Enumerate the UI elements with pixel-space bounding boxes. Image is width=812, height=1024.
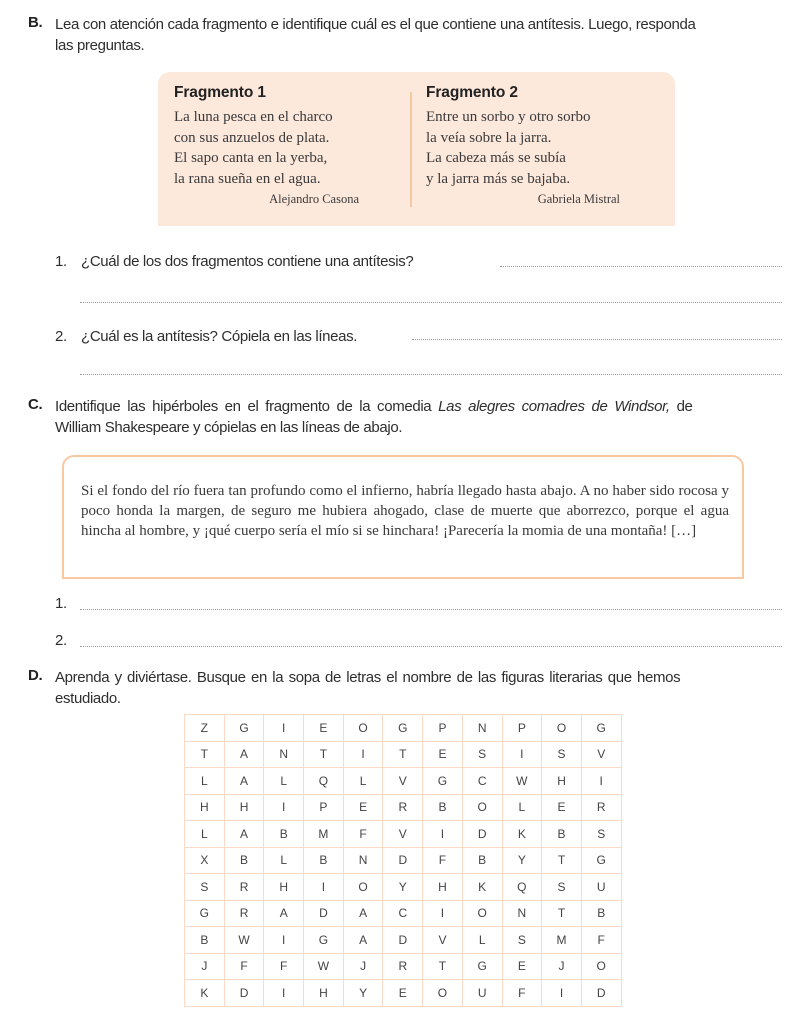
word-search-cell[interactable]: V bbox=[423, 927, 463, 954]
word-search-row bbox=[185, 715, 622, 742]
word-search-cell[interactable]: I bbox=[542, 980, 582, 1007]
word-search-cell[interactable]: Y bbox=[383, 874, 423, 901]
word-search-cell[interactable]: T bbox=[304, 741, 344, 768]
fragment-2-title: Fragmento 2 bbox=[426, 84, 518, 101]
word-search-row bbox=[185, 821, 622, 848]
word-search-cell[interactable]: J bbox=[343, 953, 383, 980]
section-b-instruction-line1: Lea con atención cada fragmento e identifique cuál es el que contiene una antítesis. Luego, responda bbox=[55, 16, 696, 33]
fragment-2-line: la veía sobre la jarra. bbox=[426, 129, 552, 146]
word-search-cell[interactable]: O bbox=[343, 715, 383, 742]
word-search-row bbox=[185, 847, 622, 874]
fragment-2-line: y la jarra más se bajaba. bbox=[426, 170, 571, 187]
word-search-cell[interactable]: L bbox=[185, 821, 225, 848]
fragment-divider bbox=[410, 92, 412, 207]
answer-line-q2-b[interactable] bbox=[80, 374, 782, 375]
fragment-2-line: La cabeza más se subía bbox=[426, 150, 566, 166]
word-search-cell[interactable]: S bbox=[185, 874, 225, 901]
word-search-cell[interactable]: J bbox=[185, 953, 225, 980]
section-b-letter: B. bbox=[28, 14, 43, 31]
word-search-cell[interactable]: J bbox=[542, 953, 582, 980]
word-search-cell[interactable]: D bbox=[383, 847, 423, 874]
word-search-cell[interactable]: D bbox=[224, 980, 264, 1007]
fragment-1-line: la rana sueña en el agua. bbox=[174, 170, 321, 187]
word-search-cell[interactable]: I bbox=[264, 794, 304, 821]
word-search-cell[interactable]: O bbox=[423, 980, 463, 1007]
answer-line-q2-a[interactable] bbox=[412, 339, 782, 340]
word-search-cell[interactable]: T bbox=[542, 847, 582, 874]
fragment-2 bbox=[426, 84, 620, 208]
word-search-cell[interactable]: B bbox=[581, 900, 621, 927]
word-search-cell[interactable]: E bbox=[304, 715, 344, 742]
word-search-cell[interactable]: E bbox=[502, 953, 542, 980]
play-title: Las alegres comadres de Windsor, bbox=[438, 398, 670, 415]
fragment-1-author: Alejandro Casona bbox=[269, 192, 359, 206]
word-search-cell[interactable]: S bbox=[581, 821, 621, 848]
word-search-cell[interactable]: F bbox=[343, 821, 383, 848]
section-c-instruction-line2: William Shakespeare y cópielas en las líneas de abajo. bbox=[55, 419, 403, 436]
word-search-cell[interactable]: D bbox=[462, 821, 502, 848]
word-search-cell[interactable]: Q bbox=[304, 768, 344, 795]
word-search-row bbox=[185, 980, 622, 1007]
word-search-cell[interactable]: A bbox=[343, 927, 383, 954]
word-search-cell[interactable]: H bbox=[542, 768, 582, 795]
word-search-cell[interactable]: B bbox=[185, 927, 225, 954]
word-search-cell[interactable]: I bbox=[264, 715, 304, 742]
word-search-cell[interactable]: O bbox=[462, 900, 502, 927]
word-search-cell[interactable]: O bbox=[581, 953, 621, 980]
word-search-cell[interactable]: S bbox=[462, 741, 502, 768]
word-search-cell[interactable]: H bbox=[264, 874, 304, 901]
word-search-cell[interactable]: H bbox=[185, 794, 225, 821]
word-search-cell[interactable]: G bbox=[224, 715, 264, 742]
word-search-row bbox=[185, 953, 622, 980]
hyperbole-answer-line-2[interactable] bbox=[80, 646, 782, 647]
fragment-1-line: La luna pesca en el charco bbox=[174, 109, 333, 125]
word-search-cell[interactable]: T bbox=[423, 953, 463, 980]
word-search-cell[interactable]: U bbox=[462, 980, 502, 1007]
word-search-cell[interactable]: B bbox=[264, 821, 304, 848]
word-search-cell[interactable]: W bbox=[224, 927, 264, 954]
fragment-2-author: Gabriela Mistral bbox=[537, 192, 620, 206]
word-search-cell[interactable]: S bbox=[542, 874, 582, 901]
word-search-cell[interactable]: T bbox=[542, 900, 582, 927]
word-search-cell[interactable]: I bbox=[502, 741, 542, 768]
word-search-cell[interactable]: Y bbox=[502, 847, 542, 874]
section-c-instruction-text: Identifique las hipérboles en el fragmento de la comedia bbox=[55, 398, 439, 415]
section-d-instruction-line2: estudiado. bbox=[55, 690, 121, 707]
word-search-cell[interactable]: I bbox=[423, 900, 463, 927]
word-search-cell[interactable]: T bbox=[383, 741, 423, 768]
fragments-box bbox=[158, 72, 675, 226]
question-2-number: 2. bbox=[55, 328, 67, 345]
word-search-cell[interactable]: P bbox=[502, 715, 542, 742]
word-search-cell[interactable]: G bbox=[304, 927, 344, 954]
word-search-cell[interactable]: I bbox=[343, 741, 383, 768]
word-search-row bbox=[185, 874, 622, 901]
fragment-2-line: Entre un sorbo y otro sorbo bbox=[426, 109, 591, 125]
word-search-cell[interactable]: S bbox=[502, 927, 542, 954]
word-search-cell[interactable]: A bbox=[343, 900, 383, 927]
word-search-cell[interactable]: I bbox=[423, 821, 463, 848]
question-1-number: 1. bbox=[55, 253, 67, 270]
word-search-cell[interactable]: U bbox=[581, 874, 621, 901]
fragment-1 bbox=[174, 84, 359, 208]
word-search-cell[interactable]: G bbox=[581, 847, 621, 874]
section-b-instruction-line2: las preguntas. bbox=[55, 37, 145, 54]
word-search-cell[interactable]: O bbox=[343, 874, 383, 901]
word-search-cell[interactable]: K bbox=[462, 874, 502, 901]
word-search-cell[interactable]: T bbox=[185, 741, 225, 768]
word-search-cell[interactable]: A bbox=[224, 741, 264, 768]
question-1-text: ¿Cuál de los dos fragmentos contiene una antítesis? bbox=[81, 253, 414, 270]
fragment-1-line: El sapo canta en la yerba, bbox=[174, 150, 328, 166]
fragment-1-title: Fragmento 1 bbox=[174, 84, 266, 101]
word-search-row bbox=[185, 900, 622, 927]
word-search-cell[interactable]: D bbox=[383, 927, 423, 954]
word-search-cell[interactable]: L bbox=[264, 768, 304, 795]
word-search-cell[interactable]: G bbox=[423, 768, 463, 795]
word-search-cell[interactable]: L bbox=[264, 847, 304, 874]
word-search-cell[interactable]: B bbox=[224, 847, 264, 874]
hyperbole-answer-line-1[interactable] bbox=[80, 609, 782, 610]
word-search-cell[interactable]: B bbox=[423, 794, 463, 821]
word-search-cell[interactable]: R bbox=[224, 900, 264, 927]
word-search-cell[interactable]: K bbox=[185, 980, 225, 1007]
hyperbole-answer-2-number: 2. bbox=[55, 632, 67, 649]
word-search-cell[interactable]: R bbox=[224, 874, 264, 901]
word-search-cell[interactable]: B bbox=[462, 847, 502, 874]
section-d-instruction-line1: Aprenda y diviértase. Busque en la sopa de letras el nombre de las figuras literarias que hemos bbox=[55, 669, 681, 686]
word-search-cell[interactable]: R bbox=[383, 794, 423, 821]
word-search-cell[interactable]: E bbox=[542, 794, 582, 821]
fragment-1-line: con sus anzuelos de plata. bbox=[174, 129, 330, 146]
word-search-cell[interactable]: L bbox=[462, 927, 502, 954]
word-search-cell[interactable]: D bbox=[304, 900, 344, 927]
word-search-cell[interactable]: H bbox=[423, 874, 463, 901]
word-search-cell[interactable]: V bbox=[581, 741, 621, 768]
word-search-cell[interactable]: N bbox=[462, 715, 502, 742]
word-search-cell[interactable]: I bbox=[264, 927, 304, 954]
word-search-cell[interactable]: G bbox=[462, 953, 502, 980]
word-search-cell[interactable]: B bbox=[304, 847, 344, 874]
word-search-cell[interactable]: L bbox=[502, 794, 542, 821]
section-c-instruction-line1 bbox=[55, 396, 782, 417]
word-search-cell[interactable]: N bbox=[264, 741, 304, 768]
word-search-cell[interactable]: D bbox=[581, 980, 621, 1007]
word-search-cell[interactable]: C bbox=[462, 768, 502, 795]
word-search-cell[interactable]: O bbox=[462, 794, 502, 821]
word-search-cell[interactable]: O bbox=[542, 715, 582, 742]
word-search-row bbox=[185, 927, 622, 954]
word-search-cell[interactable]: F bbox=[581, 927, 621, 954]
word-search-cell[interactable]: W bbox=[502, 768, 542, 795]
word-search-cell[interactable]: A bbox=[264, 900, 304, 927]
word-search-cell[interactable]: F bbox=[423, 847, 463, 874]
word-search-cell[interactable]: Y bbox=[343, 980, 383, 1007]
word-search-cell[interactable]: G bbox=[581, 715, 621, 742]
word-search-cell[interactable]: Q bbox=[502, 874, 542, 901]
word-search-cell[interactable]: S bbox=[542, 741, 582, 768]
word-search-grid bbox=[184, 714, 622, 1007]
section-c-instruction bbox=[55, 396, 782, 438]
word-search-cell[interactable]: N bbox=[343, 847, 383, 874]
word-search-row bbox=[185, 768, 622, 795]
word-search-cell[interactable]: M bbox=[304, 821, 344, 848]
word-search-cell[interactable]: V bbox=[383, 768, 423, 795]
word-search-cell[interactable]: I bbox=[264, 980, 304, 1007]
word-search-cell[interactable]: E bbox=[343, 794, 383, 821]
word-search-cell[interactable]: L bbox=[343, 768, 383, 795]
word-search-cell[interactable]: G bbox=[383, 715, 423, 742]
word-search-cell[interactable]: G bbox=[185, 900, 225, 927]
word-search-row bbox=[185, 794, 622, 821]
word-search-cell[interactable]: C bbox=[383, 900, 423, 927]
answer-line-q1-b[interactable] bbox=[80, 302, 782, 303]
word-search-cell[interactable]: P bbox=[304, 794, 344, 821]
word-search-cell[interactable]: F bbox=[264, 953, 304, 980]
answer-line-q1-a[interactable] bbox=[500, 266, 782, 267]
word-search-cell[interactable]: F bbox=[502, 980, 542, 1007]
word-search-row bbox=[185, 741, 622, 768]
hyperbole-answer-1-number: 1. bbox=[55, 595, 67, 612]
quote-box bbox=[62, 455, 744, 579]
word-search-cell[interactable]: H bbox=[304, 980, 344, 1007]
word-search-cell[interactable]: P bbox=[423, 715, 463, 742]
word-search-cell[interactable]: L bbox=[185, 768, 225, 795]
word-search-cell[interactable]: Z bbox=[185, 715, 225, 742]
word-search-cell[interactable]: V bbox=[383, 821, 423, 848]
quote-text: Si el fondo del río fuera tan profundo como el infierno, habría llegado hasta abajo. A no haber sido rocosa y poco honda la margen, de seguro me hubiera ahogado, clase de muerte que aborrezco, porque el agua hincha al hombre, y ¡qué cuerpo sería el mío si se hinchara! ¡Parecería la momia de una montaña! […] bbox=[81, 483, 729, 539]
word-search-cell[interactable]: R bbox=[581, 794, 621, 821]
word-search-cell[interactable]: A bbox=[224, 821, 264, 848]
section-c-instruction-text-end: de bbox=[669, 398, 693, 415]
word-search-cell[interactable]: R bbox=[383, 953, 423, 980]
word-search-cell[interactable]: B bbox=[542, 821, 582, 848]
word-search-cell[interactable]: X bbox=[185, 847, 225, 874]
word-search-cell[interactable]: H bbox=[224, 794, 264, 821]
section-b-instruction bbox=[55, 14, 795, 56]
question-2-text: ¿Cuál es la antítesis? Cópiela en las líneas. bbox=[81, 328, 358, 345]
word-search-cell[interactable]: E bbox=[383, 980, 423, 1007]
word-search-cell[interactable]: I bbox=[304, 874, 344, 901]
word-search-cell[interactable]: W bbox=[304, 953, 344, 980]
section-d-instruction bbox=[55, 667, 782, 709]
word-search-cell[interactable]: N bbox=[502, 900, 542, 927]
section-c-letter: C. bbox=[28, 396, 43, 413]
word-search-cell[interactable]: E bbox=[423, 741, 463, 768]
word-search-cell[interactable]: I bbox=[581, 768, 621, 795]
word-search-cell[interactable]: K bbox=[502, 821, 542, 848]
word-search-cell[interactable]: A bbox=[224, 768, 264, 795]
word-search-cell[interactable]: M bbox=[542, 927, 582, 954]
word-search-cell[interactable]: F bbox=[224, 953, 264, 980]
section-d-letter: D. bbox=[28, 667, 43, 684]
